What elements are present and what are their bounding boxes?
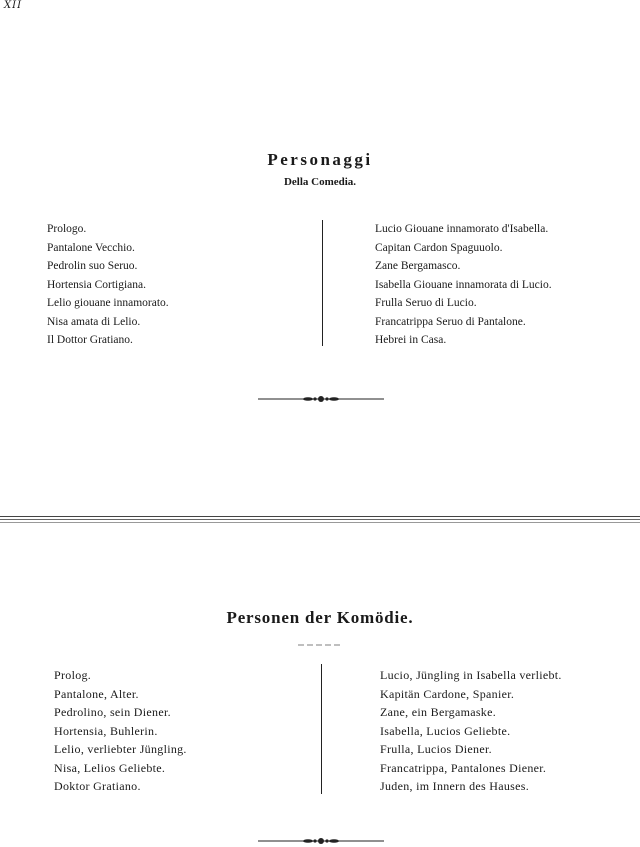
german-cast-right (380, 666, 562, 796)
cast-item: Hortensia Cortigiana. (47, 278, 147, 291)
cast-item: Zane, ein Bergamaske. (380, 705, 497, 719)
cast-item: Pedrolin suo Seruo. (47, 260, 138, 272)
section-rule (0, 522, 640, 523)
german-cast-left (54, 666, 187, 796)
cast-item: Lelio, verliebter Jüngling. (54, 742, 187, 756)
cast-item: Nisa, Lelios Geliebte. (54, 760, 166, 775)
section-rule (0, 516, 640, 517)
ornament-divider (258, 393, 384, 405)
cast-item: Frulla, Lucios Diener. (380, 742, 492, 756)
cast-item: Lelio giouane innamorato. (47, 297, 169, 309)
cast-item: Il Dottor Gratiano. (47, 334, 133, 346)
cast-item: Hortensia, Buhlerin. (54, 723, 158, 738)
column-divider (321, 664, 322, 794)
cast-item: Frulla Seruo di Lucio. (375, 297, 477, 309)
cast-item: Zane Bergamasco. (375, 260, 461, 272)
cast-item: Nisa amata di Lelio. (47, 315, 141, 328)
cast-item: Hebrei in Casa. (375, 334, 447, 346)
cast-item: Capitan Cardon Spaguuolo. (375, 241, 503, 254)
cast-item: Lucio, Jüngling in Isabella verliebt. (380, 668, 562, 682)
column-divider (322, 220, 323, 346)
cast-item: Pedrolino, sein Diener. (54, 705, 171, 719)
cast-item: Francatrippa, Pantalones Diener. (380, 760, 547, 775)
german-title: Personen der Komödie. (226, 608, 414, 627)
cast-item: Prolog. (54, 668, 92, 682)
cast-item: Prologo. (47, 223, 87, 235)
section-rule (0, 519, 640, 520)
italian-subtitle: Della Comedia. (283, 176, 357, 188)
cast-item: Kapitän Cardone, Spanier. (380, 686, 515, 701)
ornament-divider (258, 835, 384, 847)
page-number: XII (4, 0, 23, 11)
italian-cast-left (47, 220, 169, 350)
cast-item: Doktor Gratiano. (54, 779, 141, 793)
cast-item: Isabella Giouane innamorata di Lucio. (375, 278, 552, 291)
cast-item: Pantalone, Alter. (54, 686, 139, 701)
cast-item: Pantalone Vecchio. (47, 241, 135, 254)
italian-cast-right (375, 220, 552, 350)
italian-title: Personaggi (267, 150, 373, 169)
cast-item: Lucio Giouane innamorato d'Isabella. (375, 223, 549, 235)
cast-item: Francatrippa Seruo di Pantalone. (375, 315, 526, 328)
dash-divider (298, 643, 342, 647)
cast-item: Isabella, Lucios Geliebte. (380, 723, 511, 738)
cast-item: Juden, im Innern des Hauses. (380, 779, 530, 793)
